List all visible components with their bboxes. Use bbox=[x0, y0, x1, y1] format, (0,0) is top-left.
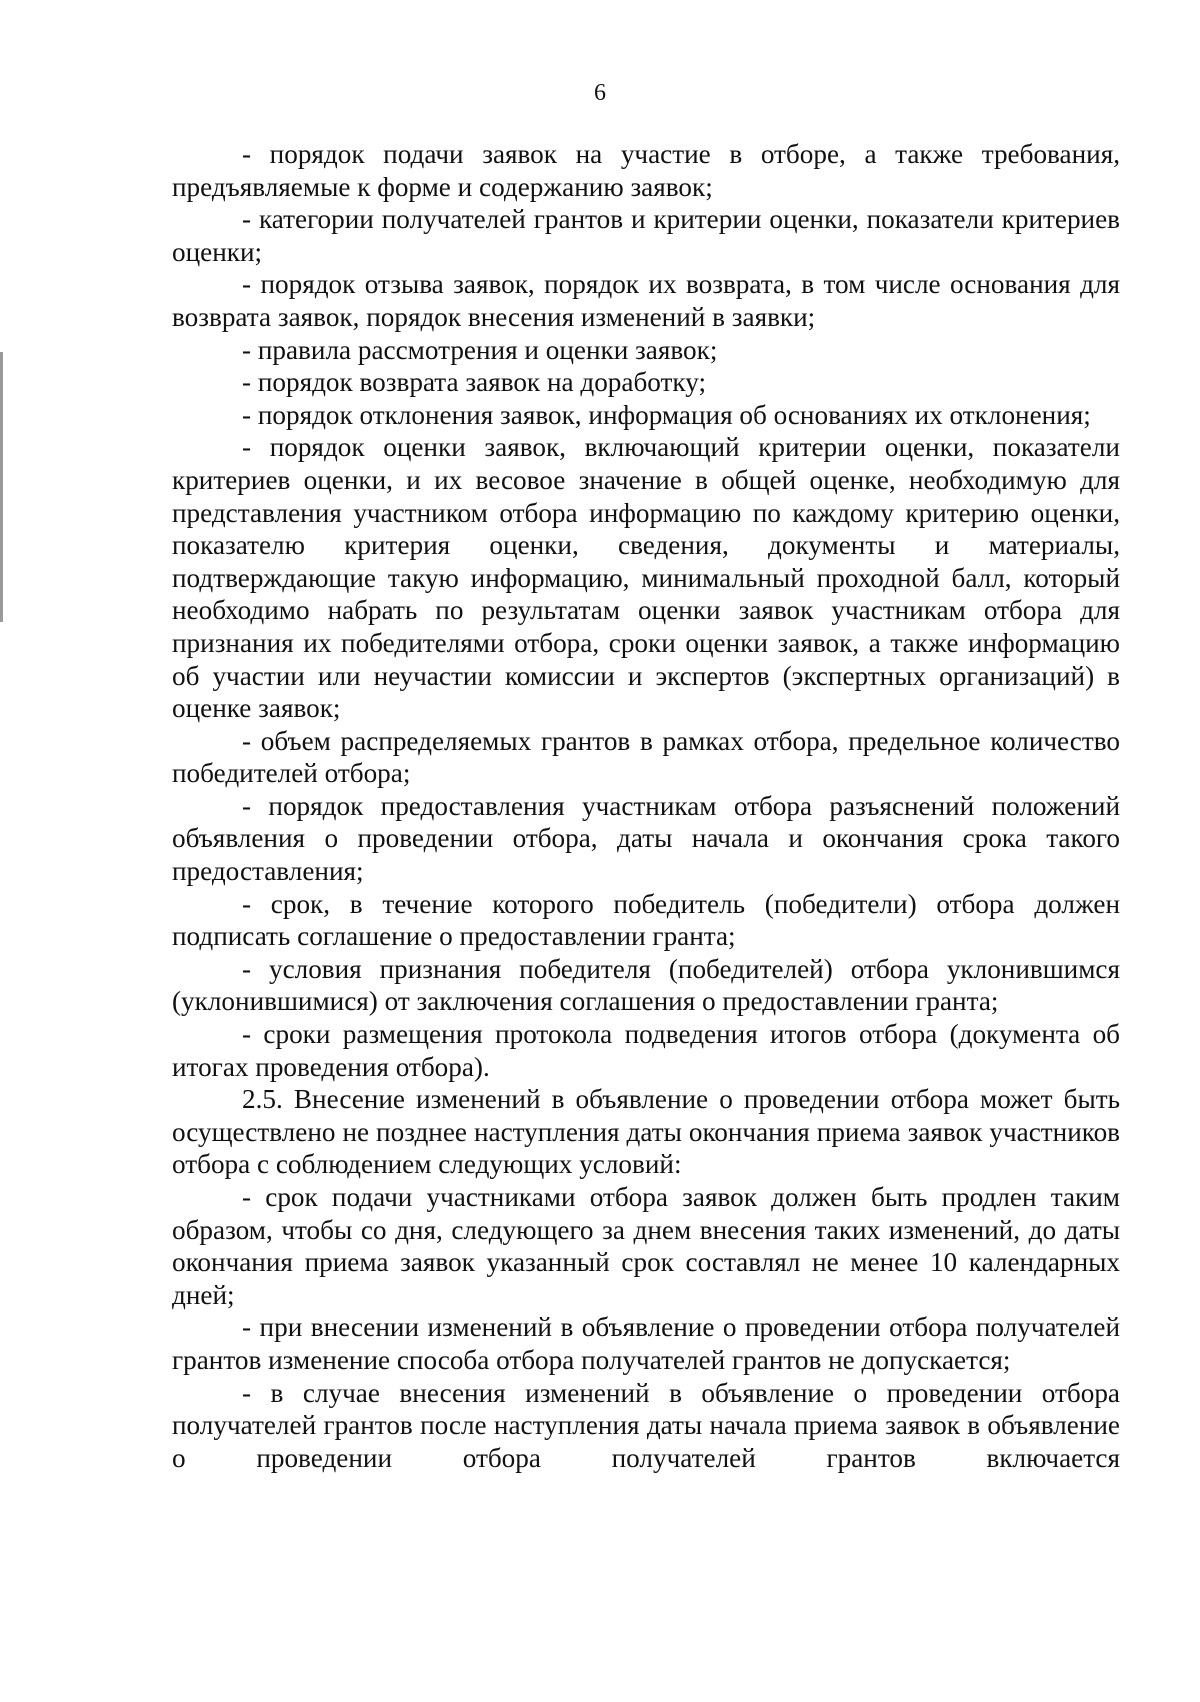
scan-margin-mark bbox=[0, 352, 3, 622]
paragraph: - категории получателей грантов и критерии оценки, показатели критериев оценки; bbox=[172, 204, 1120, 267]
paragraph: - правила рассмотрения и оценки заявок; bbox=[242, 334, 718, 365]
paragraph: - срок, в течение которого победитель (победители) отбора должен подписать соглашение о предоставлении гранта; bbox=[172, 888, 1120, 952]
page-number: 6 bbox=[594, 80, 606, 106]
paragraph: - порядок отзыва заявок, порядок их возврата, в том числе основания для возврата заявок, порядок внесения изменений в заявки; bbox=[172, 269, 1120, 332]
paragraph: - сроки размещения протокола подведения итогов отбора (документа об итогах проведения отбора). bbox=[172, 1019, 1120, 1082]
paragraph: - порядок подачи заявок на участие в отборе, а также требования, предъявляемые к форме и содержанию заявок; bbox=[172, 139, 1120, 202]
paragraph: - в случае внесения изменений в объявление о проведении отбора получателей грантов после наступления даты начала приема заявок в объявление о проведении отбора получателей грантов включается bbox=[172, 1377, 1120, 1473]
paragraph: - порядок оценки заявок, включающий критерии оценки, показатели критериев оценки, и их весовое значение в общей оценке, необходимую для представления участником отбора информацию по каждому критерию оценки, показателю критерия оценки, сведения, документы и материалы, подтверждающие такую информацию, минимальный проходной балл, который необходимо набрать по результатам оценки заявок участникам отбора для признания их победителями отбора, сроки оценки заявок, а также информацию об участии или неучастии комиссии и экспертов (экспертных организаций) в оценке заявок; bbox=[172, 432, 1120, 724]
paragraph: - при внесении изменений в объявление о проведении отбора получателей грантов изменение способа отбора получателей грантов не допускается; bbox=[172, 1312, 1120, 1375]
paragraph: - порядок возврата заявок на доработку; bbox=[242, 367, 707, 398]
paragraph: - условия признания победителя (победителей) отбора уклонившимся (уклонившимися) от заключения соглашения о предоставлении гранта; bbox=[172, 953, 1120, 1017]
paragraph: - порядок отклонения заявок, информация об основаниях их отклонения; bbox=[242, 399, 1091, 430]
paragraph: - объем распределяемых грантов в рамках отбора, предельное количество победителей отбора; bbox=[172, 725, 1120, 789]
section-paragraph: 2.5. Внесение изменений в объявление о проведении отбора может быть осуществлено не позднее наступления даты окончания приема заявок участников отбора с соблюдением следующих условий: bbox=[172, 1084, 1120, 1180]
paragraph: - срок подачи участниками отбора заявок должен быть продлен таким образом, чтобы со дня, следующего за днем внесения таких изменений, до даты окончания приема заявок указанный срок составлял не менее 10 календарных дней; bbox=[172, 1182, 1120, 1310]
document-body bbox=[172, 138, 1120, 1474]
paragraph: - порядок предоставления участникам отбора разъяснений положений объявления о проведении отбора, даты начала и окончания срока такого предоставления; bbox=[172, 790, 1120, 887]
